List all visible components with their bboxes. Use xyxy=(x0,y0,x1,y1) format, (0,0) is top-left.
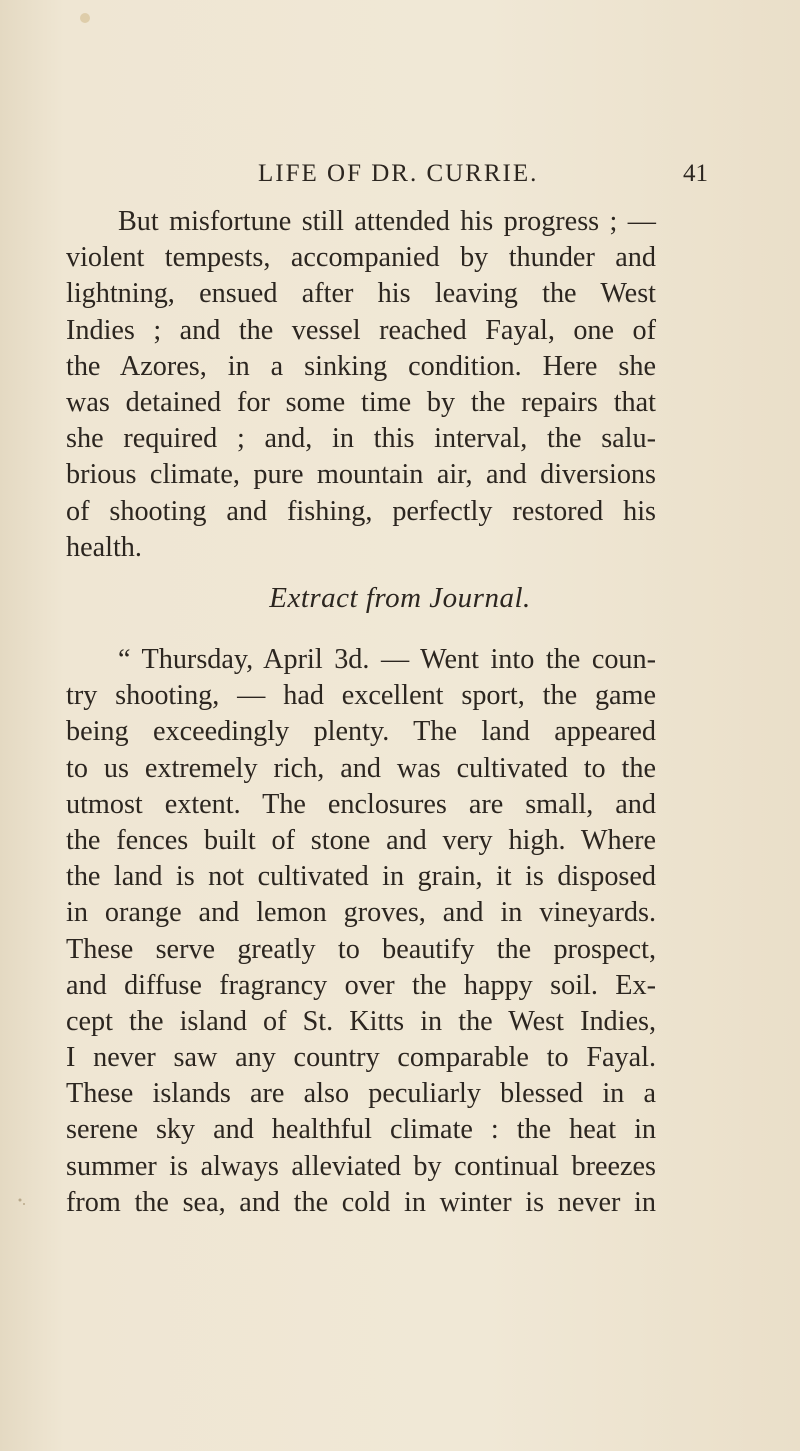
text-line: But misfortune still attended his progress ; — xyxy=(118,206,656,237)
running-head xyxy=(258,160,708,200)
text-line: the land is not cultivated in grain, it is disposed xyxy=(66,861,656,893)
text-line: to us extremely rich, and was cultivated to the xyxy=(66,752,656,784)
text-line: from the sea, and the cold in winter is never in xyxy=(66,1186,656,1218)
text-line: These islands are also peculiarly blessed in a xyxy=(66,1078,656,1110)
text-line: These serve greatly to beautify the prospect, xyxy=(66,933,656,965)
text-line: try shooting, — had excellent sport, the game xyxy=(66,680,656,712)
text-line: and diffuse fragrancy over the happy soil. Ex- xyxy=(66,969,656,1001)
text-line: cept the island of St. Kitts in the West Indies, xyxy=(66,1005,656,1037)
text-line: in orange and lemon groves, and in vineyards. xyxy=(66,897,656,929)
text-line: serene sky and healthful climate : the heat in xyxy=(66,1114,656,1146)
text-line: lightning, ensued after his leaving the West xyxy=(66,278,656,310)
text-line: she required ; and, in this interval, the salu- xyxy=(66,423,656,455)
section-heading: Extract from Journal. xyxy=(269,582,531,614)
text-line: was detained for some time by the repairs that xyxy=(66,386,656,418)
running-title: LIFE OF DR. CURRIE. xyxy=(258,160,539,187)
text-line: being exceedingly plenty. The land appeared xyxy=(66,716,656,748)
text-line: health. xyxy=(66,531,142,563)
text-line: of shooting and fishing, perfectly restored his xyxy=(66,495,656,527)
text-line: brious climate, pure mountain air, and diversions xyxy=(66,459,656,491)
text-line: “ Thursday, April 3d. — Went into the coun- xyxy=(118,644,656,675)
text-line: utmost extent. The enclosures are small, and xyxy=(66,788,656,820)
text-line: violent tempests, accompanied by thunder and xyxy=(66,242,656,274)
text-line: summer is always alleviated by continual breezes xyxy=(66,1150,656,1182)
text-line: Indies ; and the vessel reached Fayal, one of xyxy=(66,314,656,346)
text-line: I never saw any country comparable to Fayal. xyxy=(66,1042,656,1074)
paragraph-2 xyxy=(66,642,656,1221)
text-line: the fences built of stone and very high. Where xyxy=(66,824,656,856)
paragraph-1 xyxy=(66,204,656,566)
text-line: the Azores, in a sinking condition. Here she xyxy=(66,350,656,382)
page-number: 41 xyxy=(683,160,708,187)
